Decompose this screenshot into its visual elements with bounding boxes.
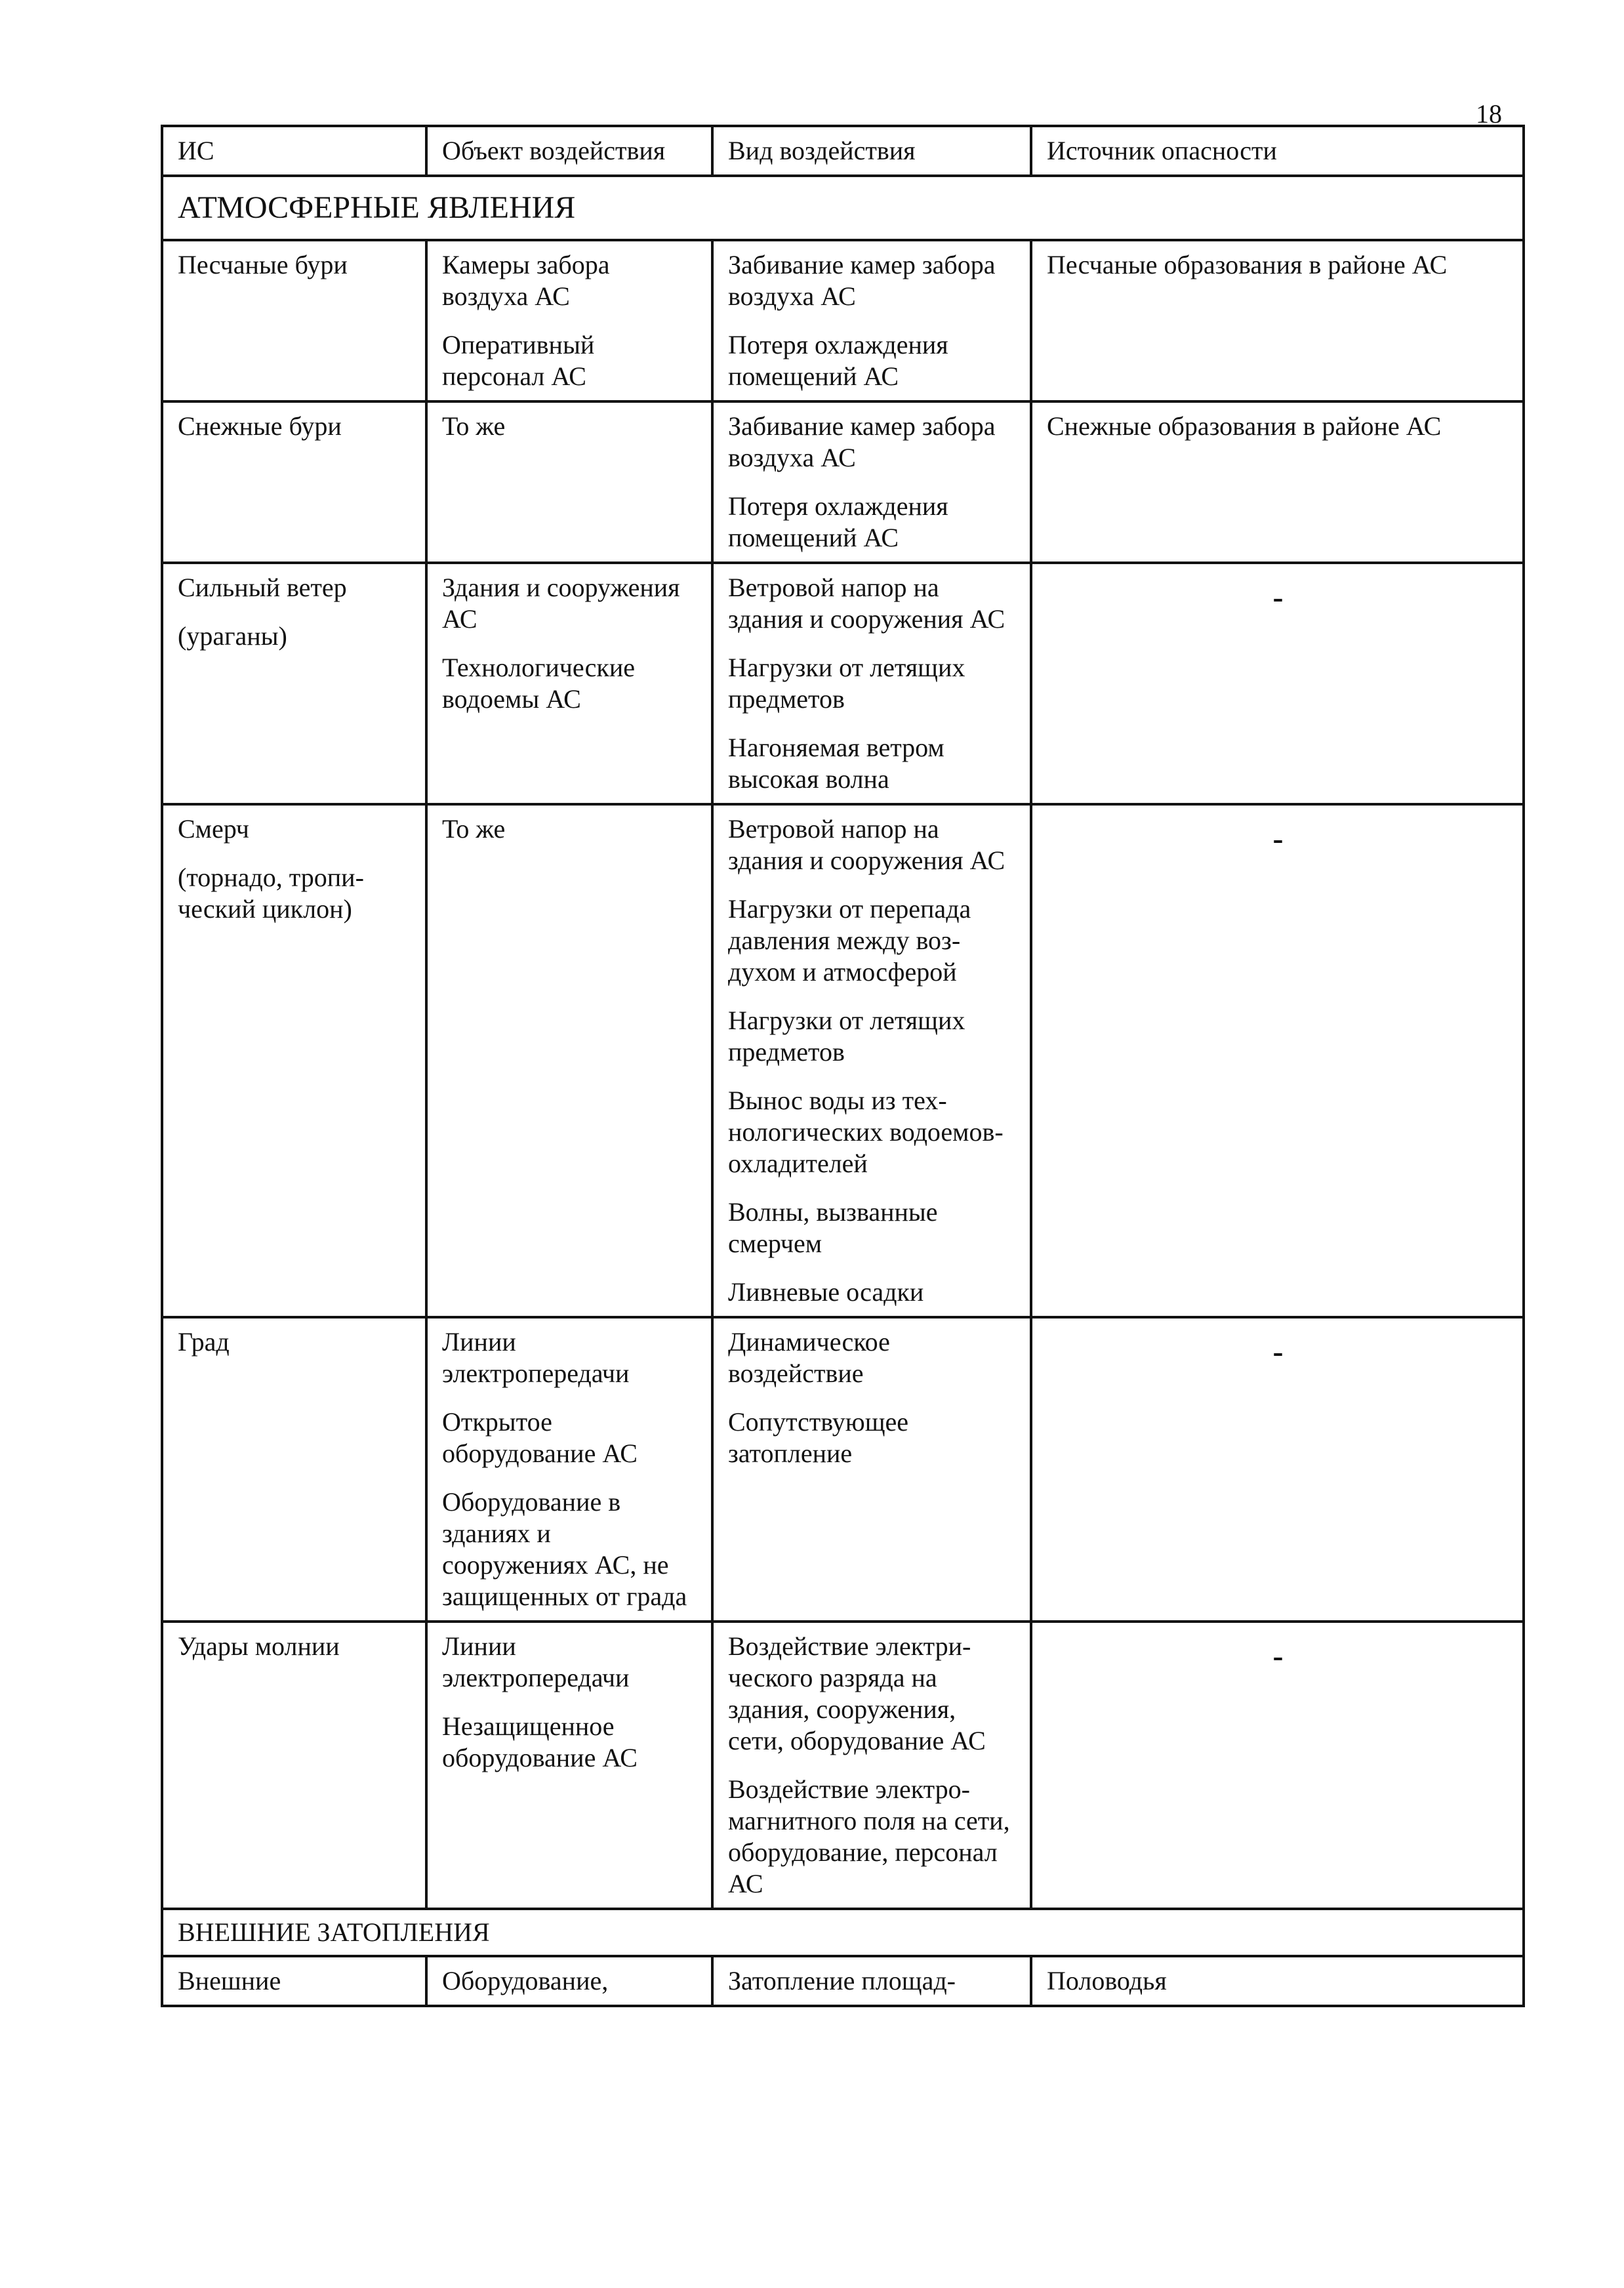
- object-text: Оборудование в зданиях и сооружениях АС, не защищенных от града: [442, 1486, 687, 1611]
- header-effect: Вид воздействия: [712, 126, 1031, 176]
- effect-text: Потеря охлаждения помещений АС: [728, 491, 948, 552]
- effect-text: Нагрузки от летящих предметов: [728, 652, 965, 714]
- table-row: [162, 240, 1524, 401]
- cell-effect: [712, 401, 1031, 563]
- cell-source: [1031, 563, 1524, 804]
- effect-text: Потеря охлаждения помещений АС: [728, 329, 948, 391]
- cell-object: [426, 563, 712, 804]
- is-text: (торнадо, тропический циклон): [178, 862, 364, 924]
- source-text: Песчаные образования в районе АС: [1047, 249, 1448, 279]
- cell-is: [162, 804, 426, 1317]
- source-text: Снежные образования в районе АС: [1047, 411, 1442, 441]
- table-row: [162, 563, 1524, 804]
- cell-object: [426, 240, 712, 401]
- cell-effect: [712, 563, 1031, 804]
- is-text: Песчаные бури: [178, 249, 348, 279]
- cell-source: [1031, 240, 1524, 401]
- effect-text: Динамическое воздействие: [728, 1326, 890, 1388]
- object-text: Камеры забора воздуха АС: [442, 249, 610, 311]
- effect-text: Воздействие электромагнитного поля на сети, оборудование, персонал АС: [728, 1774, 1010, 1898]
- table-row: [162, 804, 1524, 1317]
- cell-is: [162, 401, 426, 563]
- cell-effect: [712, 804, 1031, 1317]
- cell-object: [426, 1317, 712, 1622]
- effect-text: Вынос воды из технологических водоемов-охладителей: [728, 1085, 1004, 1178]
- is-text: Смерч: [178, 813, 249, 844]
- source-dash: -: [1272, 579, 1284, 615]
- cell-is: [162, 240, 426, 401]
- object-text: Технологические водоемы АС: [442, 652, 636, 714]
- cell-object: [426, 401, 712, 563]
- object-text: Открытое оборудование АС: [442, 1406, 638, 1468]
- effect-text: Забивание камер забора воздуха АС: [728, 249, 996, 311]
- object-text: Линии электропередачи: [442, 1631, 630, 1692]
- source-dash: -: [1272, 1334, 1284, 1369]
- cell-effect: [712, 1317, 1031, 1622]
- effect-text: Забивание камер забора воздуха АС: [728, 411, 996, 472]
- cell-source: [1031, 401, 1524, 563]
- cell-source: [1031, 1622, 1524, 1909]
- effect-text: Сопутствующее затопление: [728, 1406, 908, 1468]
- is-text: (ураганы): [178, 621, 287, 651]
- section-row-atmospheric: [162, 176, 1524, 240]
- cell-effect: Затопление площад-: [712, 1956, 1031, 2006]
- cell-is: [162, 1622, 426, 1909]
- hazards-table: [161, 125, 1525, 2007]
- cell-source: [1031, 1317, 1524, 1622]
- effect-text: Ветровой напор на здания и сооружения АС: [728, 572, 1005, 634]
- effect-text: Нагрузки от перепада давления между воздухом и атмосферой: [728, 893, 971, 987]
- effect-text: Ливневые осадки: [728, 1277, 924, 1307]
- object-text: То же: [442, 411, 506, 441]
- source-dash: -: [1272, 1638, 1284, 1673]
- header-object: Объект воздействия: [426, 126, 712, 176]
- object-text: Оперативный персонал АС: [442, 329, 595, 391]
- cell-object: [426, 804, 712, 1317]
- header-source: Источник опасности: [1031, 126, 1524, 176]
- object-text: Линии электропередачи: [442, 1326, 630, 1388]
- object-text: Здания и сооружения АС: [442, 572, 680, 634]
- effect-text: Нагоняемая ветром высокая волна: [728, 732, 944, 794]
- cell-effect: [712, 240, 1031, 401]
- effect-text: Волны, вызванные смерчем: [728, 1196, 938, 1258]
- is-text: Снежные бури: [178, 411, 342, 441]
- object-text: Незащищенное оборудование АС: [442, 1711, 638, 1772]
- table-row: [162, 401, 1524, 563]
- table-row: [162, 1956, 1524, 2006]
- table-header-row: [162, 126, 1524, 176]
- effect-text: Воздействие электрического разряда на здания, сооружения, сети, оборудование АС: [728, 1631, 986, 1755]
- cell-effect: [712, 1622, 1031, 1909]
- source-dash: -: [1272, 821, 1284, 856]
- effect-text: Ветровой напор на здания и сооружения АС: [728, 813, 1005, 875]
- is-text: Сильный ветер: [178, 572, 347, 602]
- section-row-flooding: [162, 1909, 1524, 1956]
- object-text: То же: [442, 813, 506, 844]
- header-is: ИС: [162, 126, 426, 176]
- cell-object: Оборудование,: [426, 1956, 712, 2006]
- section-title-atmospheric: АТМОСФЕРНЫЕ ЯВЛЕНИЯ: [162, 176, 1524, 240]
- hazards-table-container: [161, 125, 1525, 2007]
- cell-source: [1031, 804, 1524, 1317]
- effect-text: Нагрузки от летящих предметов: [728, 1005, 965, 1067]
- table-row: [162, 1622, 1524, 1909]
- cell-is: [162, 563, 426, 804]
- is-text: Удары молнии: [178, 1631, 340, 1661]
- cell-source: Половодья: [1031, 1956, 1524, 2006]
- cell-is: [162, 1317, 426, 1622]
- cell-object: [426, 1622, 712, 1909]
- page-number: 18: [1476, 99, 1502, 129]
- is-text: Град: [178, 1326, 230, 1357]
- section-title-flooding: ВНЕШНИЕ ЗАТОПЛЕНИЯ: [162, 1909, 1524, 1956]
- cell-is: Внешние: [162, 1956, 426, 2006]
- table-row: [162, 1317, 1524, 1622]
